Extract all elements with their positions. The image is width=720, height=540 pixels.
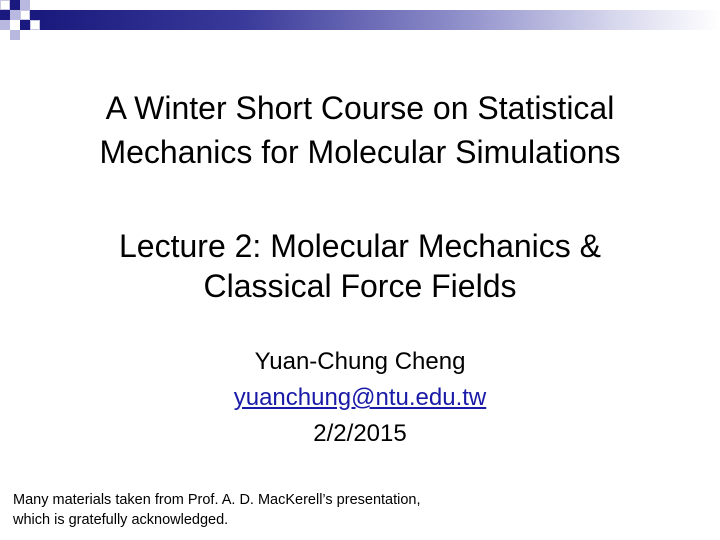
presentation-date: 2/2/2015 xyxy=(313,420,407,447)
decor-square xyxy=(30,10,40,20)
decor-square xyxy=(20,10,30,20)
header-decoration xyxy=(0,0,720,40)
author-block xyxy=(20,344,700,452)
footnote-line: Many materials taken from Prof. A. D. MacKerell’s presentation, xyxy=(13,492,421,508)
title-line: Mechanics for Molecular Simulations xyxy=(99,134,621,170)
author-name: Yuan-Chung Cheng xyxy=(254,348,466,375)
subtitle-line: Lecture 2: Molecular Mechanics & xyxy=(119,228,601,264)
email-link[interactable]: yuanchung@ntu.edu.tw xyxy=(233,384,487,411)
title-line: A Winter Short Course on Statistical xyxy=(105,90,615,126)
decor-square xyxy=(0,10,10,20)
slide-subtitle xyxy=(20,226,700,306)
decor-square xyxy=(10,10,20,20)
gradient-bar xyxy=(40,10,720,30)
footnote-line: which is gratefully acknowledged. xyxy=(13,512,229,528)
decor-square xyxy=(10,0,20,10)
acknowledgement-footnote xyxy=(13,490,573,530)
decor-square xyxy=(0,20,10,30)
decor-square xyxy=(20,0,30,10)
decor-square xyxy=(20,20,30,30)
decor-square xyxy=(10,30,20,40)
decor-square xyxy=(0,0,10,10)
slide-title xyxy=(20,86,700,174)
decor-square xyxy=(30,20,40,30)
subtitle-line: Classical Force Fields xyxy=(203,268,517,304)
